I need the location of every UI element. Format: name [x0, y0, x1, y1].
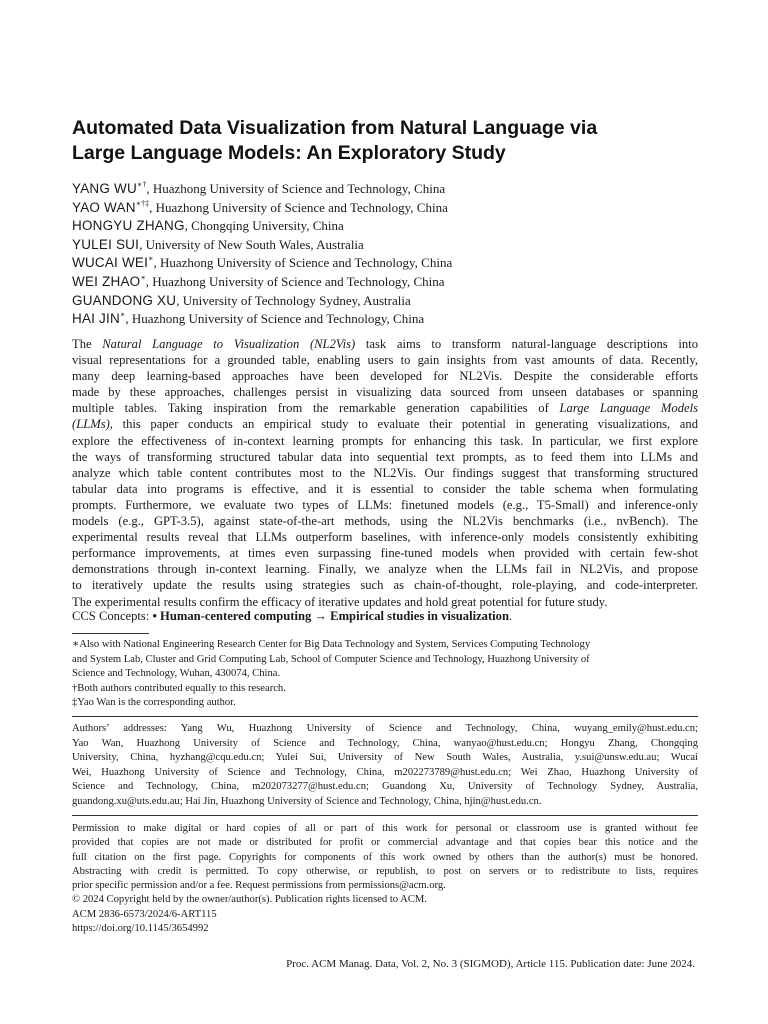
address-line: University, China, hyzhang@cqu.edu.cn; Yulei Sui, University of New South Wales, Australia, y.sui@unsw.edu.au; Wucai	[72, 752, 698, 763]
address-line: Authors’ addresses: Yang Wu, Huazhong University of Science and Technology, China, wuyang_emily@hust.edu.cn;	[72, 723, 698, 734]
ccs-label: CCS Concepts:	[72, 609, 153, 623]
abstract-line	[72, 400, 698, 416]
abstract-emphasis: Large Language Models	[559, 401, 698, 416]
author-entry	[72, 180, 698, 199]
footnote-line: ∗Also with National Engineering Research Center for Big Data Technology and System, Services Computing Technology	[72, 639, 591, 650]
author-list	[72, 180, 698, 329]
abstract-line	[72, 336, 698, 352]
footnote-line: and System Lab, Cluster and Grid Computing Lab, School of Computer Science and Technology, Huazhong University of	[72, 653, 590, 665]
author-marks: ∗	[140, 272, 146, 282]
author-name: WUCAI WEI	[72, 255, 149, 271]
permission-line: Abstracting with credit is permitted. To copy otherwise, or republish, to post on servers or to redistribute to lists, requires	[72, 865, 698, 877]
footnotes	[72, 638, 698, 711]
abstract-text: task aims to transform natural-language descriptions into	[355, 337, 698, 351]
abstract-line: visual representations for a grounded table, enabling users to gain insights from vast amounts of data. Recently,	[72, 353, 698, 368]
author-marks: ∗	[119, 310, 126, 320]
author-marks: ∗	[148, 254, 154, 264]
abstract-line: made by these approaches, challenges persist in visualizing data sourced from unseen databases or spanning	[72, 385, 698, 400]
abstract-text: , this paper conducts an empirical study to evaluate their potential in generating visualizations, and	[109, 417, 698, 432]
title-line-2: Large Language Models: An Exploratory Study	[72, 142, 506, 164]
author-entry	[72, 199, 698, 218]
author-affiliation: , Huazhong University of Science and Technology, China	[146, 181, 446, 196]
footnote-line: ‡Yao Wan is the corresponding author.	[72, 697, 236, 709]
permission-line: prior specific permission and/or a fee. Request permissions from permissions@acm.org.	[72, 880, 446, 892]
acm-id-line: ACM 2836-6573/2024/6-ART115	[72, 908, 217, 920]
footnote-rule	[72, 633, 149, 634]
ccs-concept-list: • Human-centered computing → Empirical studies in visualization	[152, 609, 509, 623]
footnote-line: †Both authors contributed equally to this research.	[72, 682, 286, 694]
abstract-line: tabular data into programs is effective, and it is essential to consider the table schema when formulating	[72, 481, 698, 496]
title-line-1: Automated Data Visualization from Natural Language via	[72, 117, 598, 139]
abstract-line: performance improvements, at times even surpassing fine-tuned models when provided with certain few-shot	[72, 546, 698, 561]
abstract	[72, 336, 698, 610]
author-affiliation: , Huazhong University of Science and Technology, China	[149, 199, 448, 215]
permission-line: provided that copies are not made or distributed for profit or commercial advantage and that copies bear this notice and the	[72, 837, 698, 849]
author-name: HONGYU ZHANG	[72, 218, 185, 234]
author-entry	[72, 236, 698, 255]
author-marks: ∗†‡	[135, 198, 150, 208]
author-entry	[72, 217, 698, 236]
author-name: YANG WU	[72, 181, 137, 196]
author-affiliation: , Chongqing University, China	[184, 218, 344, 234]
abstract-text: multiple tables. Taking inspiration from the remarkable generation capabilities of	[72, 401, 560, 416]
abstract-line: analyze which table content contributes most to the NL2Vis. Our findings suggest that transforming structured	[72, 465, 698, 480]
author-affiliation: , Huazhong University of Science and Technology, China	[153, 255, 453, 271]
author-name: YULEI SUI	[72, 236, 140, 252]
author-addresses	[72, 722, 698, 809]
permission-line: Permission to make digital or hard copies of all or part of this work for personal or classroom use is granted without fee	[72, 823, 698, 834]
abstract-line: many deep learning-based approaches have been developed for NL2Vis. Despite the considerable efforts	[72, 369, 698, 384]
abstract-emphasis: Natural Language to Visualization (NL2Vis)	[102, 337, 356, 351]
author-name: GUANDONG XU	[72, 292, 177, 308]
abstract-line: prompts. Furthermore, we evaluate two types of LLMs: finetuned models (e.g., T5-Small) and inference-only	[72, 497, 698, 512]
author-entry	[72, 273, 698, 292]
author-affiliation: , University of Technology Sydney, Australia	[176, 292, 411, 308]
abstract-line: The experimental results confirm the efficacy of iterative updates and hold great potential for future study.	[72, 594, 608, 609]
address-line: Science and Technology, China, m202073277@hust.edu.cn; Guandong Xu, University of Technology Sydney, Australia,	[72, 781, 698, 792]
address-line: Yao Wan, Huazhong University of Science and Technology, China, wanyao@hust.edu.cn; Hongyu Zhang, Chongqing	[72, 737, 698, 749]
footnote-line: Science and Technology, Wuhan, 430074, China.	[72, 668, 281, 680]
author-affiliation: , Huazhong University of Science and Technology, China	[125, 311, 425, 327]
paper-title	[72, 116, 698, 166]
abstract-line: demonstrations through in-context learning. Finally, we analyze when the LLMs fail in NL2Vis, and propose	[72, 562, 698, 577]
abstract-text: The	[72, 337, 103, 351]
author-affiliation: , Huazhong University of Science and Technology, China	[145, 273, 445, 289]
permission-divider	[72, 815, 698, 816]
page-footer: Proc. ACM Manag. Data, Vol. 2, No. 3 (SIGMOD), Article 115. Publication date: June 2024.	[286, 958, 695, 970]
author-name: YAO WAN	[72, 199, 136, 215]
address-line: guandong.xu@uts.edu.au; Hai Jin, Huazhong University of Science and Technology, China, hjin@hust.edu.cn.	[72, 795, 542, 807]
abstract-line: models (e.g., GPT-3.5), against state-of-the-art methods, using the NL2Vis benchmarks (i.e., nvBench). The	[72, 514, 698, 529]
copyright-line: © 2024 Copyright held by the owner/author(s). Publication rights licensed to ACM.	[72, 894, 427, 906]
ccs-end: .	[508, 609, 513, 623]
permission-block	[72, 822, 698, 936]
doi-link[interactable]: https://doi.org/10.1145/3654992	[72, 923, 209, 935]
author-entry	[72, 310, 698, 329]
author-entry	[72, 254, 698, 273]
ccs-concepts	[72, 609, 512, 624]
abstract-line: the ways of transforming structured tabular data into sequential text prompts, as to feed them into LLMs and	[72, 449, 698, 464]
author-marks: ∗†	[136, 180, 147, 189]
author-name: WEI ZHAO	[72, 273, 141, 289]
abstract-line: to iteratively update the results using strategies such as chain-of-thought, role-playing, and code-interpreter.	[72, 578, 698, 593]
address-line: Wei, Huazhong University of Science and Technology, China, m202273789@hust.edu.cn; Wei Zhao, Huazhong University of	[72, 766, 698, 778]
author-entry	[72, 292, 698, 311]
abstract-line: experimental results reveal that LLMs outperform baselines, with inference-only models consistently exhibiting	[72, 530, 698, 545]
abstract-emphasis: (LLMs)	[72, 417, 110, 432]
permission-line: full citation on the first page. Copyrights for components of this work owned by others than the author(s) must be honored.	[72, 851, 698, 863]
abstract-line	[72, 416, 698, 432]
abstract-line: explore the effectiveness of in-context learning prompts for enhancing this task. In particular, we first explore	[72, 433, 698, 448]
author-name: HAI JIN	[72, 311, 120, 327]
addresses-divider	[72, 716, 698, 717]
author-affiliation: , University of New South Wales, Australia	[139, 236, 364, 252]
